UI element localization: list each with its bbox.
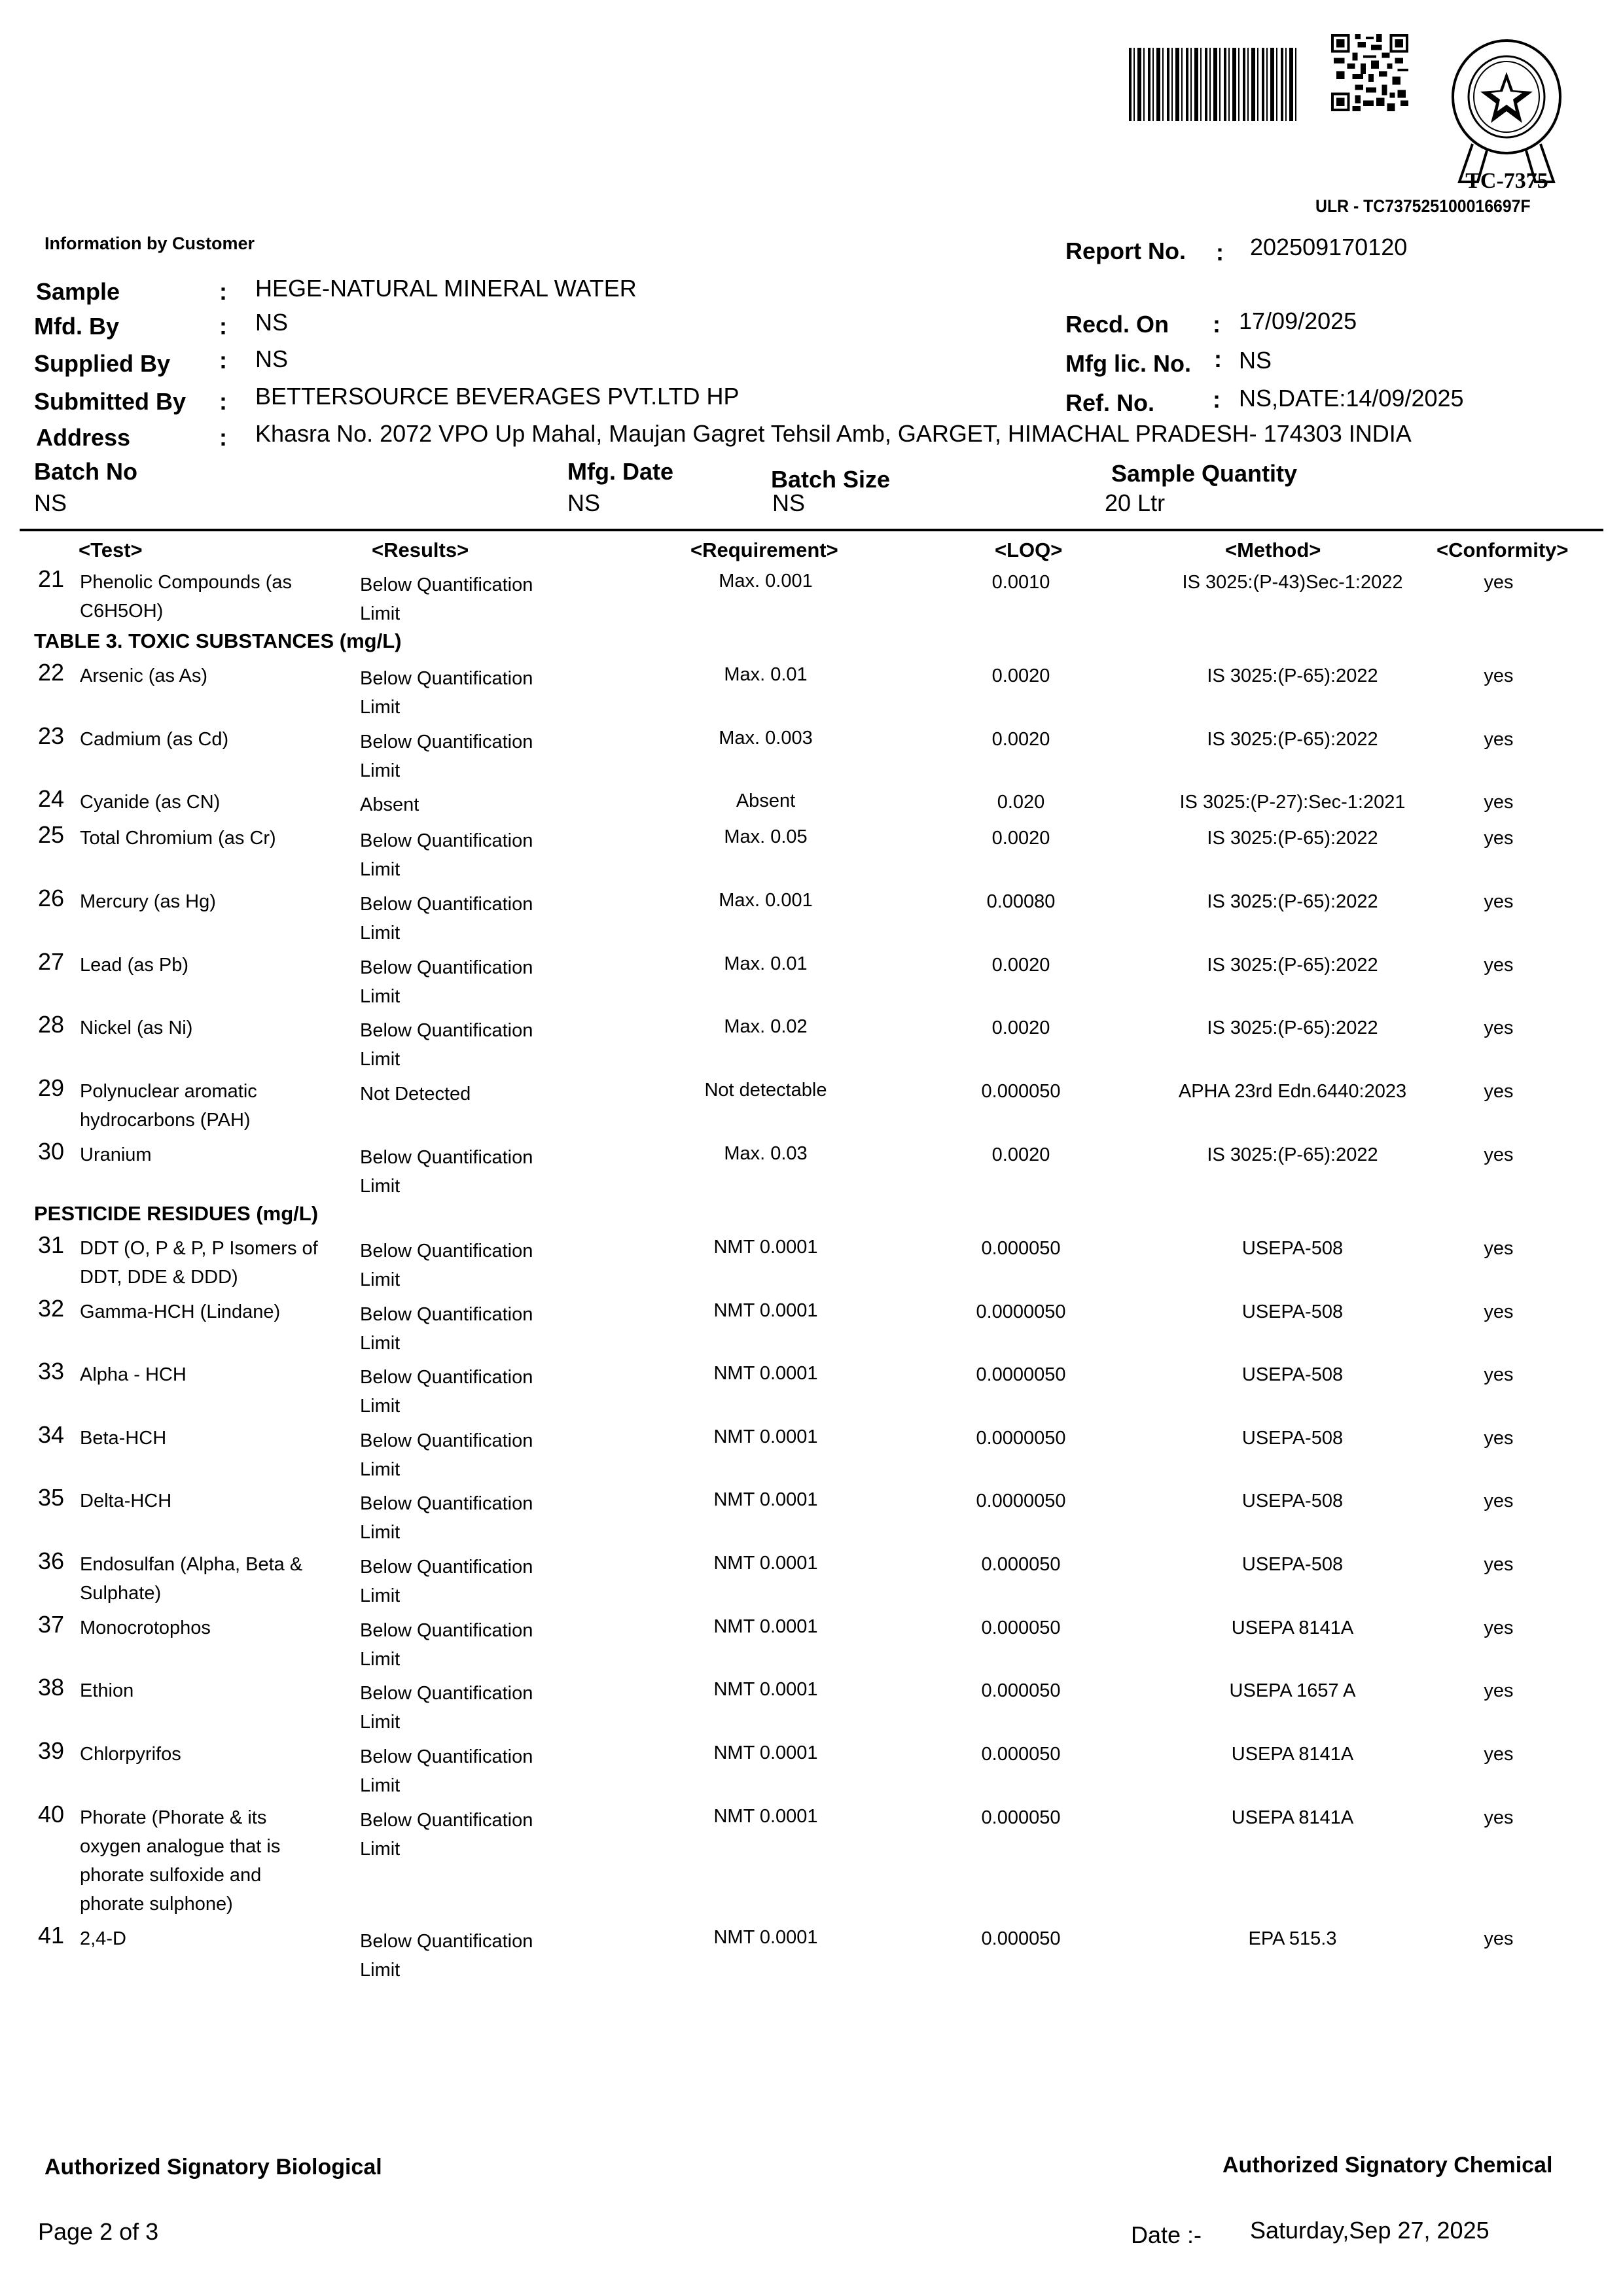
method: USEPA-508 — [1241, 1364, 1344, 1385]
loq: 0.0020 — [991, 1144, 1050, 1165]
mfg-date-value: NS — [567, 489, 601, 516]
result: Below Quantification Limit — [360, 732, 533, 781]
report-date: Saturday,Sep 27, 2025 — [1250, 2217, 1489, 2244]
test-name: Ethion — [80, 1680, 134, 1701]
test-name: Uranium — [80, 1144, 152, 1165]
ref-no-value: NS,DATE:14/09/2025 — [1239, 385, 1464, 412]
row-number: 26 — [38, 885, 65, 911]
loq: 0.000050 — [981, 1928, 1061, 1949]
loq: 0.000050 — [981, 1617, 1061, 1638]
test-name: Monocrotophos — [80, 1617, 211, 1638]
conformity: yes — [1484, 729, 1514, 750]
requirement: NMT 0.0001 — [713, 1927, 818, 1948]
conformity: yes — [1484, 665, 1514, 686]
result: Absent — [360, 794, 419, 815]
colon: : — [1216, 239, 1224, 266]
method: EPA 515.3 — [1248, 1928, 1337, 1949]
conformity: yes — [1484, 1081, 1514, 1102]
result: Not Detected — [360, 1084, 471, 1104]
row-number: 32 — [38, 1295, 65, 1322]
table-row — [0, 1737, 1623, 1796]
test-name: Alpha - HCH — [80, 1364, 187, 1385]
requirement: NMT 0.0001 — [713, 1363, 818, 1384]
column-header-loq: <LOQ> — [995, 539, 1063, 561]
row-number: 35 — [38, 1484, 65, 1511]
requirement: Max. 0.02 — [724, 1016, 808, 1037]
test-name: Mercury (as Hg) — [80, 891, 216, 912]
row-number: 41 — [38, 1922, 65, 1949]
column-header-method: <Method> — [1225, 539, 1321, 561]
loq: 0.0020 — [991, 665, 1050, 686]
result: Below Quantification Limit — [360, 1620, 533, 1670]
method: USEPA-508 — [1241, 1554, 1344, 1575]
row-number: 27 — [38, 948, 65, 975]
method: IS 3025:(P-65):2022 — [1207, 1017, 1378, 1038]
loq: 0.0010 — [991, 572, 1050, 593]
divider — [20, 529, 1603, 531]
table-row — [0, 821, 1623, 880]
address-value: Khasra No. 2072 VPO Up Mahal, Maujan Gagret Tehsil Amb, GARGET, HIMACHAL PRADESH- 174303 INDIA — [255, 420, 1412, 447]
result: Below Quantification Limit — [360, 1241, 533, 1290]
column-header-test: <Test> — [79, 539, 143, 561]
test-name: Endosulfan (Alpha, Beta & Sulphate) — [80, 1554, 303, 1604]
row-number: 23 — [38, 722, 65, 749]
method: IS 3025:(P-65):2022 — [1207, 828, 1378, 849]
result: Below Quantification Limit — [360, 1557, 533, 1606]
table-row — [0, 785, 1623, 815]
table-row — [0, 885, 1623, 944]
table-row — [0, 1421, 1623, 1480]
table-row — [0, 1231, 1623, 1290]
table-row — [0, 659, 1623, 718]
requirement: NMT 0.0001 — [713, 1489, 818, 1510]
loq: 0.0020 — [991, 729, 1050, 750]
result: Below Quantification Limit — [360, 830, 533, 880]
row-number: 24 — [38, 785, 65, 812]
method: IS 3025:(P-27):Sec-1:2021 — [1179, 792, 1406, 813]
sample-qty-value: 20 Ltr — [1105, 489, 1166, 516]
conformity: yes — [1484, 1144, 1514, 1165]
requirement: Max. 0.001 — [719, 890, 813, 911]
conformity: yes — [1484, 792, 1514, 813]
method: IS 3025:(P-65):2022 — [1207, 955, 1378, 976]
requirement: NMT 0.0001 — [713, 1553, 818, 1574]
test-name: Total Chromium (as Cr) — [80, 828, 276, 849]
method: USEPA-508 — [1241, 1238, 1344, 1259]
table-row — [0, 1074, 1623, 1131]
method: APHA 23rd Edn.6440:2023 — [1178, 1081, 1407, 1102]
loq: 0.000050 — [981, 1554, 1061, 1575]
signatory-biological: Authorized Signatory Biological — [45, 2155, 382, 2180]
submitted-by-value: BETTERSOURCE BEVERAGES PVT.LTD HP — [255, 383, 740, 410]
test-name: Cyanide (as CN) — [80, 792, 221, 813]
row-number: 29 — [38, 1074, 65, 1101]
conformity: yes — [1484, 1744, 1514, 1765]
row-number: 25 — [38, 821, 65, 848]
row-number: 22 — [38, 659, 65, 686]
conformity: yes — [1484, 891, 1514, 912]
batch-no-value: NS — [34, 489, 67, 516]
test-name: Phorate (Phorate & its oxygen analogue that is phorate sulfoxide and phorate sulphone) — [80, 1807, 281, 1915]
conformity: yes — [1484, 1238, 1514, 1259]
loq: 0.0020 — [991, 1017, 1050, 1038]
conformity: yes — [1484, 1807, 1514, 1828]
result: Below Quantification Limit — [360, 1931, 533, 1981]
test-name: Gamma-HCH (Lindane) — [80, 1301, 281, 1322]
conformity: yes — [1484, 1617, 1514, 1638]
requirement: Max. 0.01 — [724, 953, 808, 974]
method: USEPA 1657 A — [1229, 1680, 1356, 1701]
conformity: yes — [1484, 1428, 1514, 1449]
loq: 0.020 — [997, 792, 1045, 813]
table-row — [0, 1295, 1623, 1354]
method: USEPA 8141A — [1231, 1807, 1354, 1828]
row-number: 36 — [38, 1547, 65, 1574]
table-row — [0, 722, 1623, 781]
test-name: 2,4-D — [80, 1928, 126, 1949]
mfg-date-label: Mfg. Date — [567, 458, 673, 485]
row-number: 34 — [38, 1421, 65, 1448]
supplied-by-label: Supplied By — [34, 350, 171, 377]
loq: 0.000050 — [981, 1081, 1061, 1102]
requirement: NMT 0.0001 — [713, 1742, 818, 1763]
method: USEPA-508 — [1241, 1491, 1344, 1511]
loq: 0.0020 — [991, 828, 1050, 849]
colon: : — [1214, 345, 1222, 372]
method: IS 3025:(P-65):2022 — [1207, 665, 1378, 686]
page-number: Page 2 of 3 — [38, 2218, 159, 2245]
result: Below Quantification Limit — [360, 574, 533, 624]
colon: : — [1213, 311, 1221, 338]
result: Below Quantification Limit — [360, 1683, 533, 1733]
requirement: Max. 0.01 — [724, 664, 808, 685]
signatory-chemical: Authorized Signatory Chemical — [1222, 2153, 1553, 2178]
requirement: Max. 0.03 — [724, 1143, 808, 1164]
method: USEPA-508 — [1241, 1301, 1344, 1322]
conformity: yes — [1484, 1554, 1514, 1575]
requirement: Max. 0.001 — [719, 571, 813, 592]
loq: 0.00080 — [986, 891, 1056, 912]
section-title-customer-info: Information by Customer — [45, 234, 255, 253]
mfd-by-label: Mfd. By — [34, 313, 119, 340]
loq: 0.000050 — [981, 1238, 1061, 1259]
requirement: NMT 0.0001 — [713, 1616, 818, 1637]
requirement: NMT 0.0001 — [713, 1679, 818, 1700]
method: IS 3025:(P-65):2022 — [1207, 1144, 1378, 1165]
loq: 0.0000050 — [976, 1428, 1066, 1449]
conformity: yes — [1484, 828, 1514, 849]
test-name: Cadmium (as Cd) — [80, 729, 229, 750]
test-name: Polynuclear aromatic hydrocarbons (PAH) — [80, 1081, 257, 1131]
table-row — [0, 1801, 1623, 1915]
table-row — [0, 948, 1623, 1007]
column-header-conformity: <Conformity> — [1436, 539, 1569, 561]
section-header-toxic-substances: TABLE 3. TOXIC SUBSTANCES (mg/L) — [34, 629, 402, 652]
table-row — [0, 1138, 1623, 1197]
row-number: 31 — [38, 1231, 65, 1258]
loq: 0.0020 — [991, 955, 1050, 976]
requirement: Max. 0.05 — [724, 826, 808, 847]
result: Below Quantification Limit — [360, 894, 533, 944]
result: Below Quantification Limit — [360, 668, 533, 718]
colon: : — [219, 313, 227, 340]
result: Below Quantification Limit — [360, 1746, 533, 1796]
loq: 0.0000050 — [976, 1301, 1066, 1322]
mfd-by-value: NS — [255, 309, 289, 336]
result: Below Quantification Limit — [360, 1304, 533, 1354]
test-name: Beta-HCH — [80, 1428, 167, 1449]
table-row — [0, 1547, 1623, 1606]
loq: 0.000050 — [981, 1744, 1061, 1765]
colon: : — [219, 388, 227, 415]
colon: : — [219, 278, 227, 305]
section-header-pesticide-residues: PESTICIDE RESIDUES (mg/L) — [34, 1202, 319, 1225]
result: Below Quantification Limit — [360, 1810, 533, 1860]
batch-no-label: Batch No — [34, 458, 138, 485]
result: Below Quantification Limit — [360, 1020, 533, 1070]
column-header-requirement: <Requirement> — [690, 539, 838, 561]
row-number: 21 — [38, 565, 65, 592]
accreditation-code: TC-7375 — [1465, 169, 1548, 193]
result: Below Quantification Limit — [360, 1367, 533, 1417]
requirement: Max. 0.003 — [719, 728, 813, 749]
recd-on-label: Recd. On — [1065, 311, 1169, 338]
table-row — [0, 1674, 1623, 1733]
conformity: yes — [1484, 1301, 1514, 1322]
test-name: Lead (as Pb) — [80, 955, 189, 976]
method: USEPA 8141A — [1231, 1617, 1354, 1638]
table-row — [0, 1358, 1623, 1417]
test-name: Chlorpyrifos — [80, 1744, 181, 1765]
table-row — [0, 1611, 1623, 1670]
address-label: Address — [36, 424, 131, 451]
sample-value: HEGE-NATURAL MINERAL WATER — [255, 275, 637, 302]
table-row — [0, 565, 1623, 624]
table-row — [0, 1484, 1623, 1543]
report-no-value: 202509170120 — [1250, 234, 1408, 260]
method: IS 3025:(P-43)Sec-1:2022 — [1182, 572, 1403, 593]
row-number: 33 — [38, 1358, 65, 1385]
conformity: yes — [1484, 955, 1514, 976]
colon: : — [219, 347, 227, 374]
barcode-icon — [1129, 48, 1298, 121]
test-name: Arsenic (as As) — [80, 665, 207, 686]
table-row — [0, 1922, 1623, 1981]
row-number: 30 — [38, 1138, 65, 1165]
sample-qty-label: Sample Quantity — [1111, 460, 1298, 487]
result: Below Quantification Limit — [360, 957, 533, 1007]
test-name: Delta-HCH — [80, 1491, 172, 1511]
method: USEPA-508 — [1241, 1428, 1344, 1449]
conformity: yes — [1484, 1491, 1514, 1511]
requirement: NMT 0.0001 — [713, 1300, 818, 1321]
colon: : — [1213, 386, 1221, 413]
test-name: Phenolic Compounds (as C6H5OH) — [80, 572, 293, 622]
requirement: NMT 0.0001 — [713, 1426, 818, 1447]
conformity: yes — [1484, 1364, 1514, 1385]
mfg-lic-value: NS — [1239, 347, 1272, 374]
ulr-number: ULR - TC737525100016697F — [1315, 196, 1531, 216]
loq: 0.0000050 — [976, 1364, 1066, 1385]
row-number: 37 — [38, 1611, 65, 1638]
table-row — [0, 1011, 1623, 1070]
result: Below Quantification Limit — [360, 1147, 533, 1197]
row-number: 28 — [38, 1011, 65, 1038]
method: IS 3025:(P-65):2022 — [1207, 729, 1378, 750]
conformity: yes — [1484, 1928, 1514, 1949]
conformity: yes — [1484, 1017, 1514, 1038]
method: IS 3025:(P-65):2022 — [1207, 891, 1378, 912]
requirement: NMT 0.0001 — [713, 1237, 818, 1258]
loq: 0.000050 — [981, 1807, 1061, 1828]
recd-on-value: 17/09/2025 — [1239, 308, 1357, 334]
submitted-by-label: Submitted By — [34, 388, 187, 415]
row-number: 40 — [38, 1801, 65, 1828]
conformity: yes — [1484, 1680, 1514, 1701]
qr-code-icon — [1331, 34, 1408, 111]
colon: : — [219, 424, 227, 451]
sample-label: Sample — [36, 278, 120, 305]
requirement: Not detectable — [704, 1080, 827, 1101]
ref-no-label: Ref. No. — [1065, 389, 1155, 416]
result: Below Quantification Limit — [360, 1493, 533, 1543]
loq: 0.0000050 — [976, 1491, 1066, 1511]
row-number: 39 — [38, 1737, 65, 1764]
requirement: Absent — [736, 790, 796, 811]
conformity: yes — [1484, 572, 1514, 593]
row-number: 38 — [38, 1674, 65, 1701]
batch-size-value: NS — [772, 489, 806, 516]
requirement: NMT 0.0001 — [713, 1806, 818, 1827]
supplied-by-value: NS — [255, 345, 289, 372]
loq: 0.000050 — [981, 1680, 1061, 1701]
report-no-label: Report No. — [1065, 238, 1186, 264]
test-name: Nickel (as Ni) — [80, 1017, 193, 1038]
method: USEPA 8141A — [1231, 1744, 1354, 1765]
column-header-results: <Results> — [372, 539, 469, 561]
batch-size-label: Batch Size — [771, 466, 891, 493]
mfg-lic-label: Mfg lic. No. — [1065, 350, 1191, 377]
date-label: Date :- — [1131, 2221, 1202, 2248]
test-name: DDT (O, P & P, P Isomers of DDT, DDE & DDD) — [80, 1238, 318, 1288]
result: Below Quantification Limit — [360, 1430, 533, 1480]
